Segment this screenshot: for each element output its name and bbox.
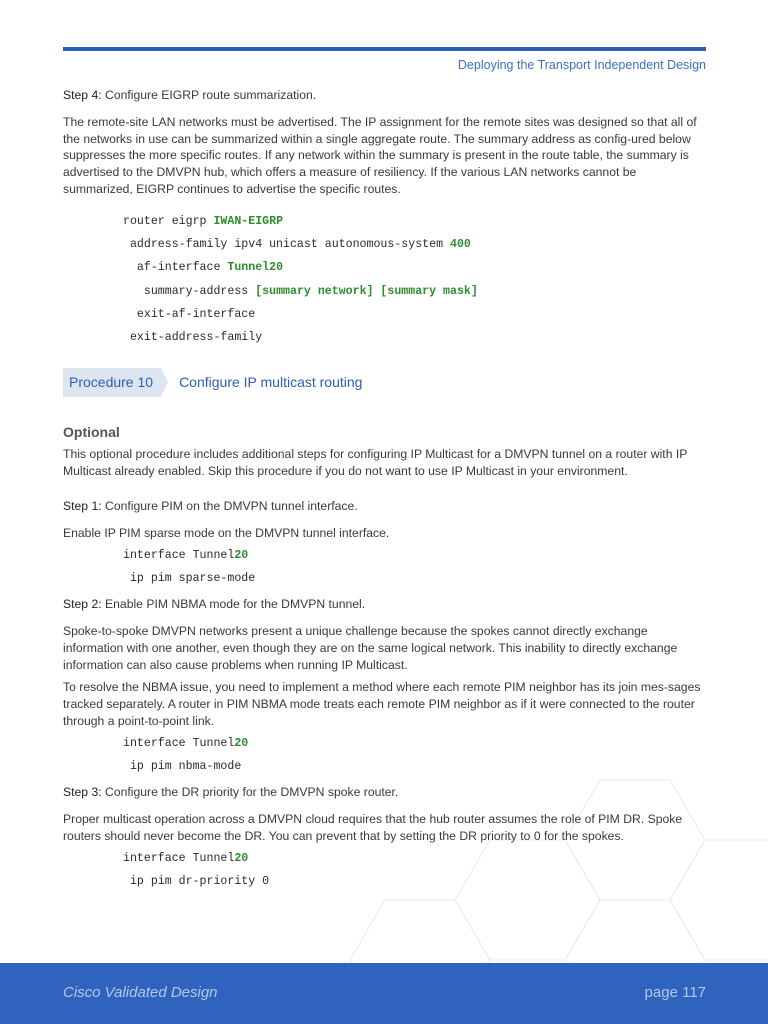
running-header: Deploying the Transport Independent Design xyxy=(457,58,706,72)
step-text: Enable PIM NBMA mode for the DMVPN tunnel. xyxy=(105,597,366,612)
top-rule xyxy=(63,47,706,51)
paragraph: Spoke-to-spoke DMVPN networks present a unique challenge because the spokes cannot directly exchange information with one another, even though they are on the same logical network. This inability to directly exchange information can also cause problems when running IP Multicast. xyxy=(63,623,678,672)
procedure-title: Configure IP multicast routing xyxy=(179,373,363,390)
page-number: page 117 xyxy=(644,984,706,1001)
code-line: exit-af-interface xyxy=(123,307,256,321)
code-line: ip pim nbma-mode xyxy=(123,760,242,774)
code-line: address-family ipv4 unicast autonomous-system 400 xyxy=(123,238,471,252)
code-line: interface Tunnel20 xyxy=(123,736,249,750)
procedure-number-tab: Procedure 10 xyxy=(63,368,161,397)
step-text: Configure PIM on the DMVPN tunnel interface. xyxy=(105,498,358,513)
paragraph: This optional procedure includes additional steps for configuring IP Multicast for a DMVPN tunnel on a router with IP Multicast already enabled. Skip this procedure if you do not want to use IP Multicast in your environment. xyxy=(63,447,688,479)
procedure-heading xyxy=(63,368,708,397)
paragraph: Enable IP PIM sparse mode on the DMVPN tunnel interface. xyxy=(63,525,390,540)
step-label: Step 1: xyxy=(63,498,102,513)
paragraph: Proper multicast operation across a DMVPN cloud requires that the hub router assumes the role of PIM DR. Spoke routers should never become the DR. You can prevent that by setting the DR priority to 0 for the spokes. xyxy=(63,812,683,843)
step-text: Configure EIGRP route summarization. xyxy=(105,88,317,102)
step-1 xyxy=(63,498,708,515)
step-label: Step 2: xyxy=(63,597,102,612)
step-2 xyxy=(63,596,708,613)
page-content xyxy=(63,87,708,893)
step-label: Step 4: xyxy=(63,88,102,102)
step-text: Configure the DR priority for the DMVPN spoke router. xyxy=(105,785,399,800)
code-block-eigrp xyxy=(123,210,708,350)
code-block-pim-nbma xyxy=(123,732,708,779)
paragraph: The remote-site LAN networks must be advertised. The IP assignment for the remote sites was designed so that all of the networks in use can be summarized within a single aggregate route. The summary address as config-ured below suppresses the more specific routes. If any network within the summary is present in the route table, the summary is advertised to the DMVPN hub, which offers a measure of resiliency. If the various LAN networks cannot be summarized, EIGRP continues to advertise the specific routes. xyxy=(63,114,697,196)
code-line: interface Tunnel20 xyxy=(123,851,249,865)
footer-bar xyxy=(0,963,768,1024)
code-line: router eigrp IWAN-EIGRP xyxy=(123,214,284,228)
code-line: af-interface Tunnel20 xyxy=(123,261,284,275)
step-3 xyxy=(63,784,708,801)
optional-heading: Optional xyxy=(63,423,120,440)
paragraph: To resolve the NBMA issue, you need to implement a method where each remote PIM neighbor has its join mes-sages tracked separately. A router in PIM NBMA mode treats each remote PIM neighbor as if it were connected to the router through a point-to-point link. xyxy=(63,680,701,728)
footer-doc-title: Cisco Validated Design xyxy=(63,984,218,1001)
code-line: interface Tunnel20 xyxy=(123,548,249,562)
code-line: ip pim sparse-mode xyxy=(123,571,256,585)
step-4 xyxy=(63,87,708,104)
code-line: summary-address [summary network] [summary mask] xyxy=(123,284,478,298)
code-block-pim-sparse xyxy=(123,544,708,591)
step-label: Step 3: xyxy=(63,785,102,800)
code-block-dr-priority xyxy=(123,847,708,894)
code-line: ip pim dr-priority 0 xyxy=(123,875,270,888)
code-line: exit-address-family xyxy=(123,331,263,345)
